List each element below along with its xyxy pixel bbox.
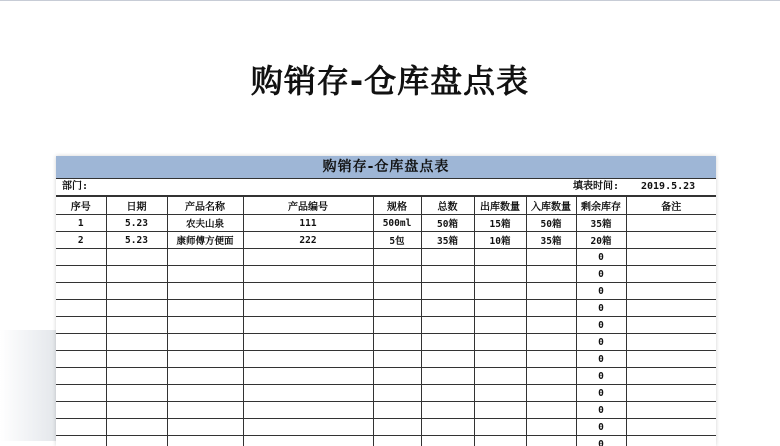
table-cell[interactable]: 0 (576, 266, 626, 283)
column-header: 出库数量 (474, 197, 526, 215)
table-cell[interactable] (373, 300, 421, 317)
table-cell[interactable] (373, 334, 421, 351)
table-cell[interactable] (167, 334, 243, 351)
background-shade (0, 330, 58, 441)
table-cell[interactable] (474, 419, 526, 436)
table-cell[interactable] (56, 402, 106, 419)
table-row (56, 232, 716, 249)
fill-time-value: 2019.5.23 (641, 179, 695, 195)
table-cell[interactable] (167, 419, 243, 436)
table-cell[interactable] (421, 249, 474, 266)
table-cell[interactable] (526, 317, 576, 334)
column-header: 总数 (421, 197, 474, 215)
fill-time-label: 填表时间: (573, 179, 619, 195)
table-cell[interactable] (106, 334, 167, 351)
table-cell[interactable] (421, 368, 474, 385)
table-cell[interactable] (526, 402, 576, 419)
table-cell[interactable] (243, 317, 373, 334)
table-cell[interactable] (626, 334, 716, 351)
column-header: 序号 (56, 197, 106, 215)
table-cell[interactable]: 0 (576, 436, 626, 446)
table-cell[interactable]: 1 (56, 215, 106, 232)
table-cell[interactable] (106, 317, 167, 334)
table-cell[interactable] (56, 300, 106, 317)
table-cell[interactable]: 0 (576, 368, 626, 385)
table-cell[interactable] (421, 334, 474, 351)
table-cell[interactable] (56, 283, 106, 300)
table-row (56, 334, 716, 351)
table-cell[interactable]: 0 (576, 249, 626, 266)
table-cell[interactable] (626, 232, 716, 249)
table-cell[interactable] (167, 317, 243, 334)
table-cell[interactable] (243, 249, 373, 266)
table-cell[interactable] (373, 385, 421, 402)
table-cell[interactable] (421, 317, 474, 334)
table-cell[interactable] (243, 351, 373, 368)
table-cell[interactable] (474, 385, 526, 402)
table-cell[interactable] (243, 266, 373, 283)
table-cell[interactable]: 0 (576, 317, 626, 334)
table-row (56, 215, 716, 232)
column-header: 日期 (106, 197, 167, 215)
table-cell[interactable] (373, 402, 421, 419)
table-cell[interactable] (474, 334, 526, 351)
department-label: 部门: (62, 179, 88, 195)
table-row (56, 266, 716, 283)
table-cell[interactable] (373, 283, 421, 300)
table-cell[interactable] (421, 283, 474, 300)
table-cell[interactable] (167, 283, 243, 300)
table-cell[interactable] (421, 402, 474, 419)
table-cell[interactable] (626, 215, 716, 232)
sheet-title: 购销存-仓库盘点表 (56, 156, 716, 179)
table-cell[interactable] (167, 402, 243, 419)
table-cell[interactable] (56, 419, 106, 436)
table-cell[interactable] (243, 334, 373, 351)
table-cell[interactable]: 5.23 (106, 215, 167, 232)
table-row (56, 351, 716, 368)
table-cell[interactable] (474, 249, 526, 266)
table-row (56, 419, 716, 436)
table-cell[interactable]: 0 (576, 419, 626, 436)
page-title: 购销存-仓库盘点表 (0, 56, 780, 102)
table-cell[interactable]: 5包 (373, 232, 421, 249)
table-cell[interactable]: 500ml (373, 215, 421, 232)
table-cell[interactable] (243, 402, 373, 419)
table-cell[interactable]: 0 (576, 334, 626, 351)
table-cell[interactable] (421, 351, 474, 368)
table-cell[interactable] (421, 300, 474, 317)
table-cell[interactable]: 0 (576, 351, 626, 368)
table-cell[interactable]: 15箱 (474, 215, 526, 232)
table-cell[interactable] (56, 351, 106, 368)
table-cell[interactable] (106, 402, 167, 419)
table-cell[interactable] (421, 266, 474, 283)
table-cell[interactable] (421, 419, 474, 436)
table-cell[interactable]: 35箱 (576, 215, 626, 232)
table-cell[interactable] (474, 317, 526, 334)
table-header-row (56, 197, 716, 215)
table-cell[interactable]: 康师傅方便面 (167, 232, 243, 249)
table-cell[interactable] (167, 368, 243, 385)
table-row (56, 317, 716, 334)
table-cell[interactable] (626, 266, 716, 283)
table-cell[interactable] (526, 249, 576, 266)
table-cell[interactable]: 35箱 (421, 232, 474, 249)
table-cell[interactable] (56, 266, 106, 283)
table-cell[interactable] (373, 419, 421, 436)
table-cell[interactable] (526, 368, 576, 385)
table-cell[interactable] (106, 300, 167, 317)
table-cell[interactable] (474, 283, 526, 300)
table-cell[interactable]: 0 (576, 402, 626, 419)
table-cell[interactable] (474, 351, 526, 368)
table-cell[interactable] (474, 402, 526, 419)
table-cell[interactable] (243, 300, 373, 317)
table-cell[interactable] (526, 419, 576, 436)
table-cell[interactable]: 50箱 (421, 215, 474, 232)
table-cell[interactable]: 0 (576, 300, 626, 317)
table-cell[interactable] (167, 300, 243, 317)
column-header: 产品名称 (167, 197, 243, 215)
table-cell[interactable] (56, 249, 106, 266)
table-cell[interactable] (106, 351, 167, 368)
table-cell[interactable]: 0 (576, 283, 626, 300)
table-cell[interactable] (106, 249, 167, 266)
table-cell[interactable] (474, 300, 526, 317)
table-cell[interactable] (626, 385, 716, 402)
table-cell[interactable] (526, 385, 576, 402)
column-header: 产品编号 (243, 197, 373, 215)
table-cell[interactable] (626, 300, 716, 317)
table-cell[interactable] (56, 385, 106, 402)
table-cell[interactable]: 农夫山泉 (167, 215, 243, 232)
table-cell[interactable] (106, 283, 167, 300)
column-header: 规格 (373, 197, 421, 215)
table-cell[interactable] (106, 368, 167, 385)
table-cell[interactable] (626, 249, 716, 266)
table-cell[interactable]: 111 (243, 215, 373, 232)
table-cell[interactable] (526, 300, 576, 317)
table-cell[interactable] (421, 385, 474, 402)
table-cell[interactable]: 222 (243, 232, 373, 249)
table-cell[interactable]: 20箱 (576, 232, 626, 249)
table-cell[interactable] (373, 351, 421, 368)
table-cell[interactable] (167, 385, 243, 402)
table-cell[interactable] (167, 266, 243, 283)
table-cell[interactable]: 5.23 (106, 232, 167, 249)
inventory-table (56, 196, 716, 446)
table-cell[interactable] (626, 317, 716, 334)
table-cell[interactable] (373, 368, 421, 385)
column-header: 入库数量 (526, 197, 576, 215)
column-header: 备注 (626, 197, 716, 215)
table-cell[interactable] (626, 368, 716, 385)
table-cell[interactable] (56, 317, 106, 334)
table-cell[interactable] (526, 266, 576, 283)
table-cell[interactable] (243, 283, 373, 300)
inventory-sheet (56, 156, 716, 446)
table-cell[interactable] (167, 351, 243, 368)
table-row (56, 368, 716, 385)
table-cell[interactable] (474, 368, 526, 385)
table-cell[interactable] (106, 385, 167, 402)
column-header: 剩余库存 (576, 197, 626, 215)
table-cell[interactable]: 35箱 (526, 232, 576, 249)
table-cell[interactable] (526, 351, 576, 368)
table-cell[interactable] (626, 351, 716, 368)
table-cell[interactable] (526, 283, 576, 300)
table-cell[interactable] (373, 249, 421, 266)
table-cell[interactable] (243, 385, 373, 402)
table-row (56, 249, 716, 266)
table-cell[interactable] (626, 402, 716, 419)
table-row (56, 283, 716, 300)
table-cell[interactable] (373, 266, 421, 283)
table-cell[interactable]: 10箱 (474, 232, 526, 249)
table-cell[interactable] (106, 266, 167, 283)
table-cell[interactable] (243, 368, 373, 385)
table-cell[interactable]: 2 (56, 232, 106, 249)
table-cell[interactable] (626, 283, 716, 300)
table-row (56, 402, 716, 419)
table-body (56, 215, 716, 446)
table-row (56, 385, 716, 402)
table-cell[interactable] (474, 266, 526, 283)
meta-row (56, 179, 716, 196)
table-cell[interactable]: 0 (576, 385, 626, 402)
top-divider (0, 0, 780, 1)
table-row (56, 300, 716, 317)
table-cell[interactable] (373, 317, 421, 334)
table-cell[interactable] (56, 334, 106, 351)
table-cell[interactable] (243, 419, 373, 436)
table-cell[interactable] (106, 419, 167, 436)
table-cell[interactable] (167, 249, 243, 266)
table-cell[interactable] (526, 334, 576, 351)
table-cell[interactable]: 50箱 (526, 215, 576, 232)
table-cell[interactable] (626, 419, 716, 436)
table-cell[interactable] (56, 368, 106, 385)
